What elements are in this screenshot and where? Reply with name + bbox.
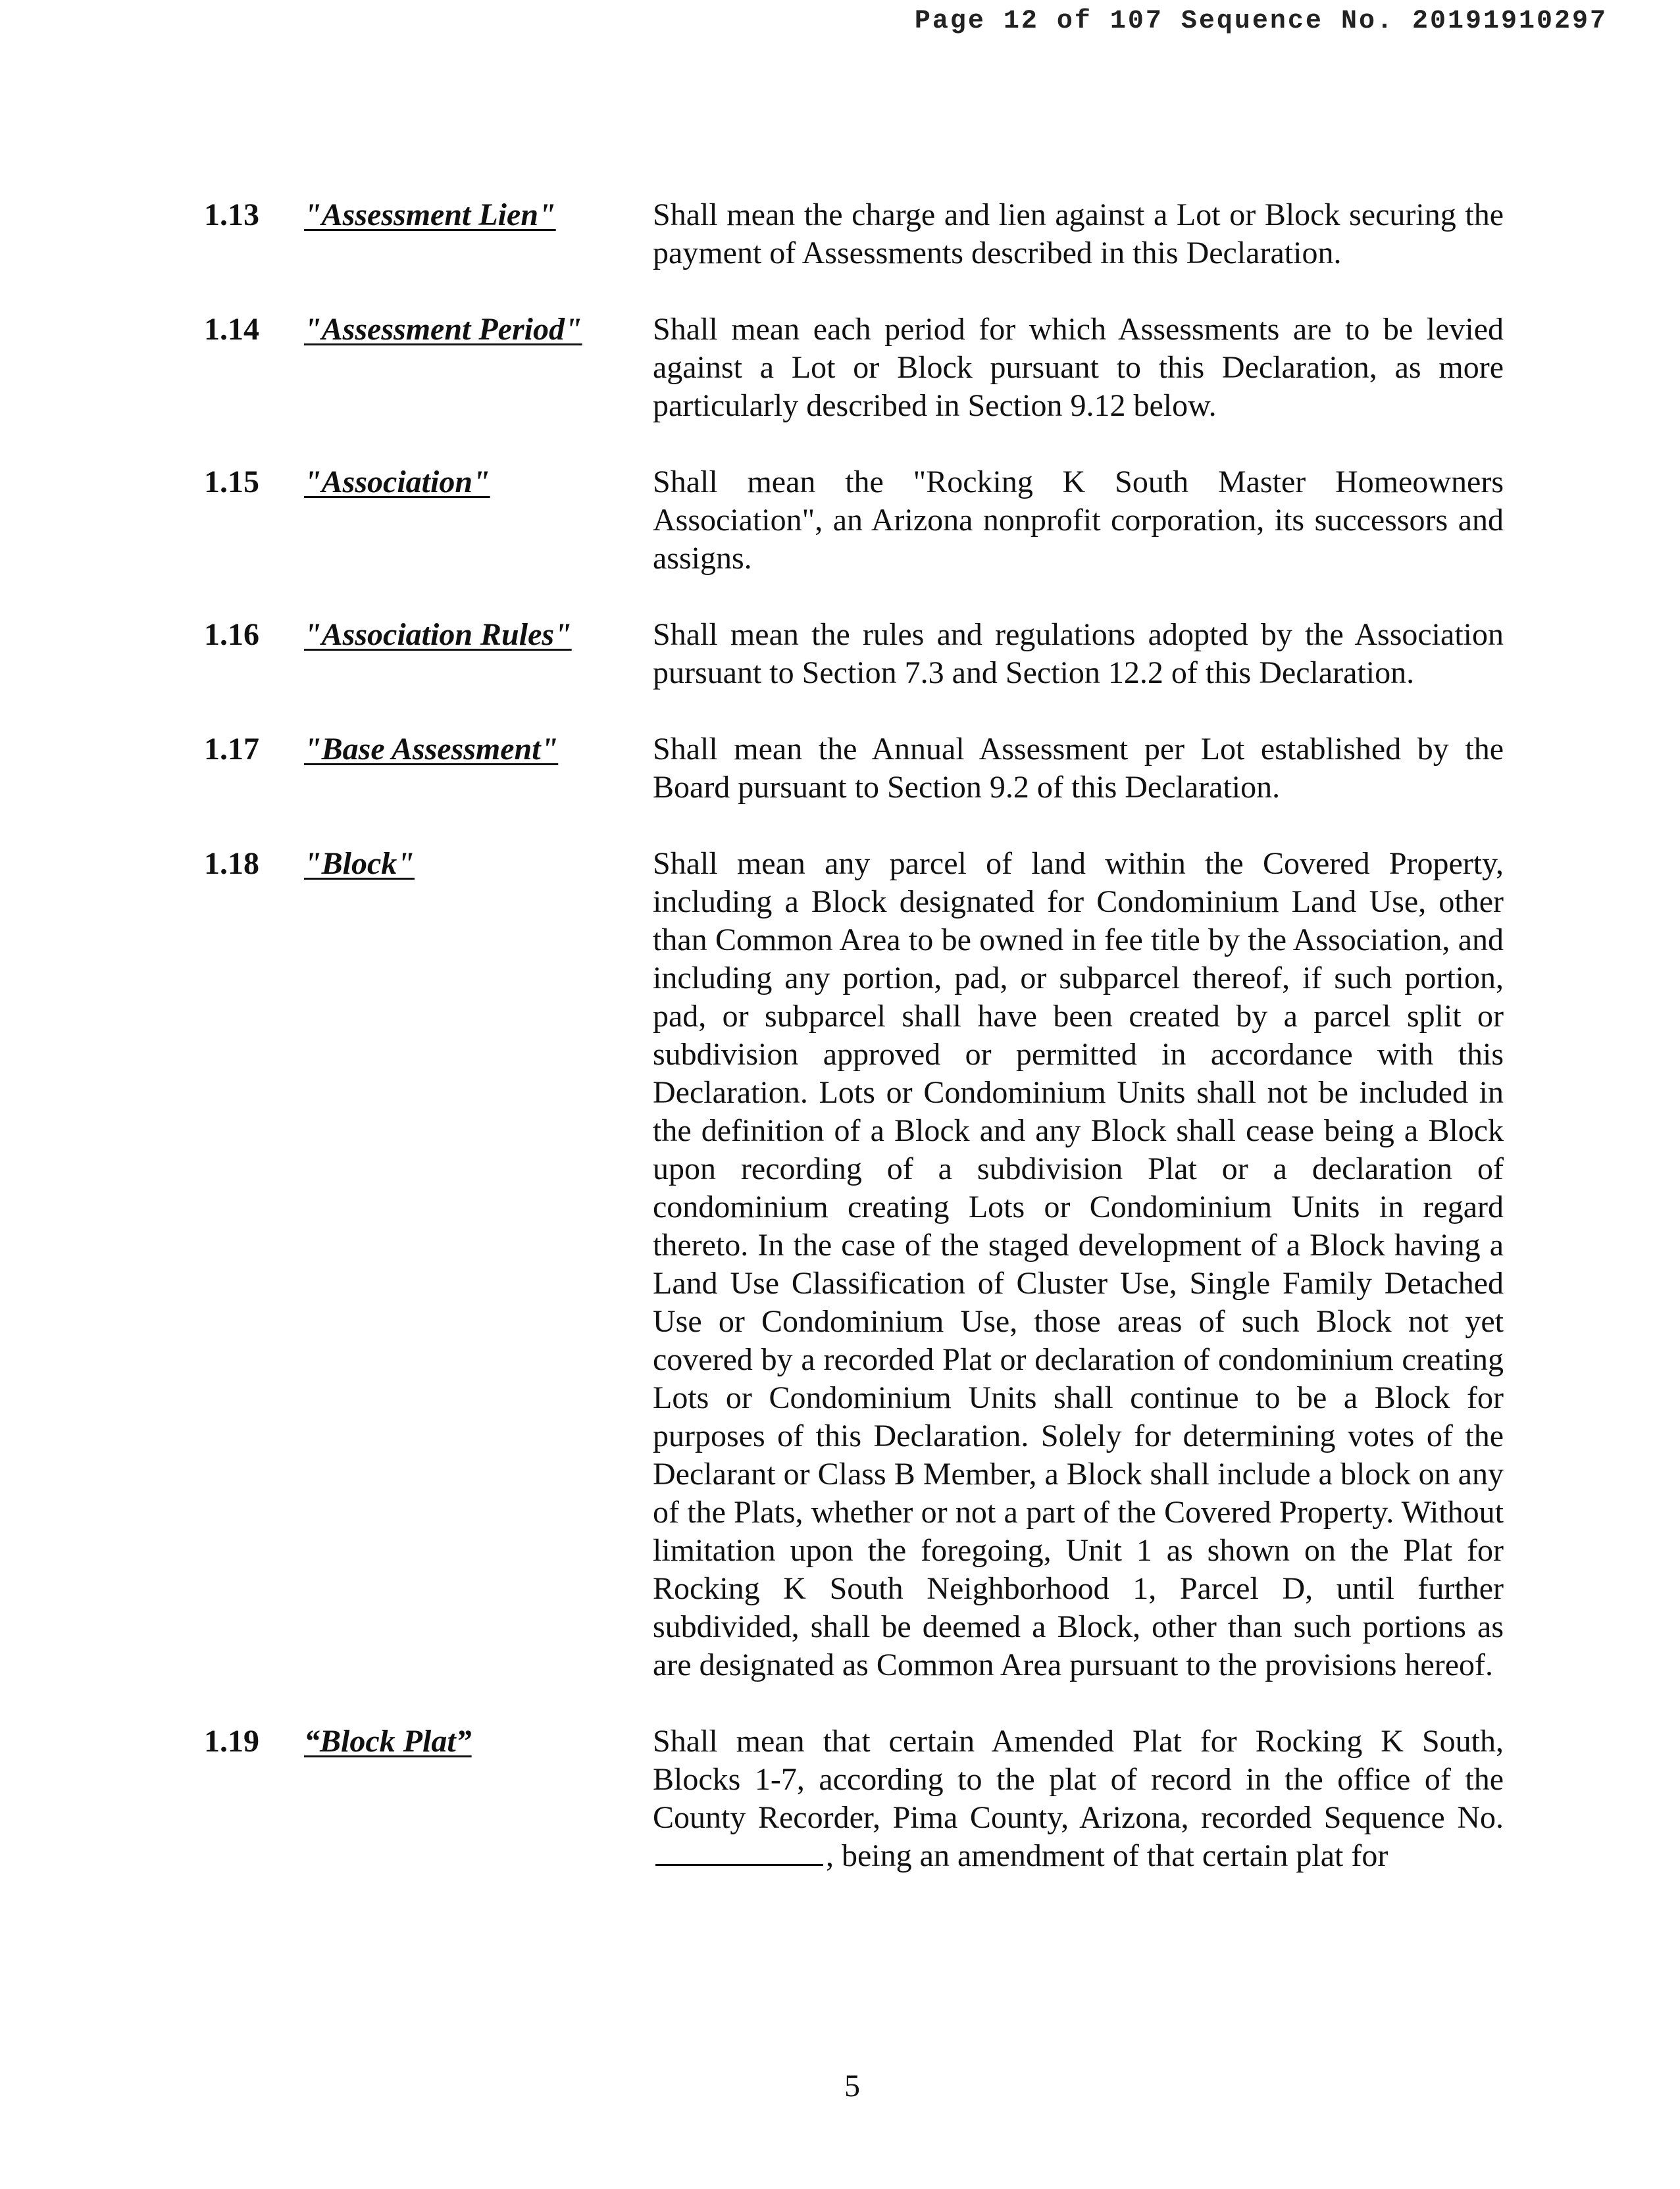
sequence-number-blank [655, 1839, 823, 1866]
definitions-list [204, 196, 1504, 1913]
definition-text: Shall mean the "Rocking K South Master Homeowners Association", an Arizona nonprofit corporation, its successors and assigns. [653, 465, 1504, 576]
definition-text-after-blank: , being an amendment of that certain plat for [826, 1838, 1388, 1873]
defined-term: "Association" [304, 465, 490, 499]
section-number: 1.19 [204, 1724, 259, 1759]
definition-entry [204, 616, 1504, 692]
defined-term: "Base Assessment" [304, 732, 559, 767]
definition-text: Shall mean the rules and regulations adopted by the Association pursuant to Section 7.3 and Section 12.2 of this Declaration. [653, 617, 1504, 690]
definition-entry [204, 730, 1504, 807]
section-number: 1.15 [204, 465, 259, 499]
definition-entry [204, 845, 1504, 1684]
definition-entry [204, 311, 1504, 425]
section-number: 1.17 [204, 732, 259, 767]
definition-entry [204, 1723, 1504, 1875]
section-number: 1.16 [204, 617, 259, 652]
section-number: 1.13 [204, 197, 259, 232]
definition-text: Shall mean each period for which Assessments are to be levied against a Lot or Block pursuant to this Declaration, as more particularly described in Section 9.12 below. [653, 312, 1504, 423]
definition-entry [204, 196, 1504, 272]
definition-entry [204, 463, 1504, 578]
page-sequence-header: Page 12 of 107 Sequence No. 20191910297 [914, 7, 1608, 36]
section-number: 1.18 [204, 846, 259, 881]
defined-term: "Block" [304, 846, 415, 881]
definition-text-before-blank: Shall mean that certain Amended Plat for Rocking K South, Blocks 1-7, according to the plat of record in the office of the County Recorder, Pima County, Arizona, recorded Sequence No. [653, 1724, 1504, 1835]
definition-text: Shall mean any parcel of land within the Covered Property, including a Block designated for Condominium Land Use, other than Common Area to be owned in fee title by the Association, and including any portion, pad, or subparcel thereof, if such portion, pad, or subparcel shall have been created by a parcel split or subdivision approved or permitted in accordance with this Declaration. Lots or Condominium Units shall not be included in the definition of a Block and any Block shall cease being a Block upon recording of a subdivision Plat or a declaration of condominium creating Lots or Condominium Units in regard thereto. In the case of the staged development of a Block having a Land Use Classification of Cluster Use, Single Family Detached Use or Condominium Use, those areas of such Block not yet covered by a recorded Plat or declaration of condominium creating Lots or Condominium Units shall continue to be a Block for purposes of this Declaration. Solely for determining votes of the Declarant or Class B Member, a Block shall include a block on any of the Plats, whether or not a part of the Covered Property. Without limitation upon the foregoing, Unit 1 as shown on the Plat for Rocking K South Neighborhood 1, Parcel D, until further subdivided, shall be deemed a Block, other than such portions as are designated as Common Area pursuant to the provisions hereof. [653, 846, 1504, 1682]
defined-term: “Block Plat” [304, 1724, 472, 1759]
page-number: 5 [844, 2069, 860, 2103]
defined-term: "Assessment Lien" [304, 197, 556, 232]
defined-term: "Assessment Period" [304, 312, 582, 347]
section-number: 1.14 [204, 312, 259, 347]
definition-text: Shall mean the Annual Assessment per Lot established by the Board pursuant to Section 9.2 of this Declaration. [653, 732, 1504, 805]
definition-text [653, 1723, 1504, 1875]
defined-term: "Association Rules" [304, 617, 572, 652]
definition-text: Shall mean the charge and lien against a Lot or Block securing the payment of Assessments described in this Declaration. [653, 197, 1504, 270]
